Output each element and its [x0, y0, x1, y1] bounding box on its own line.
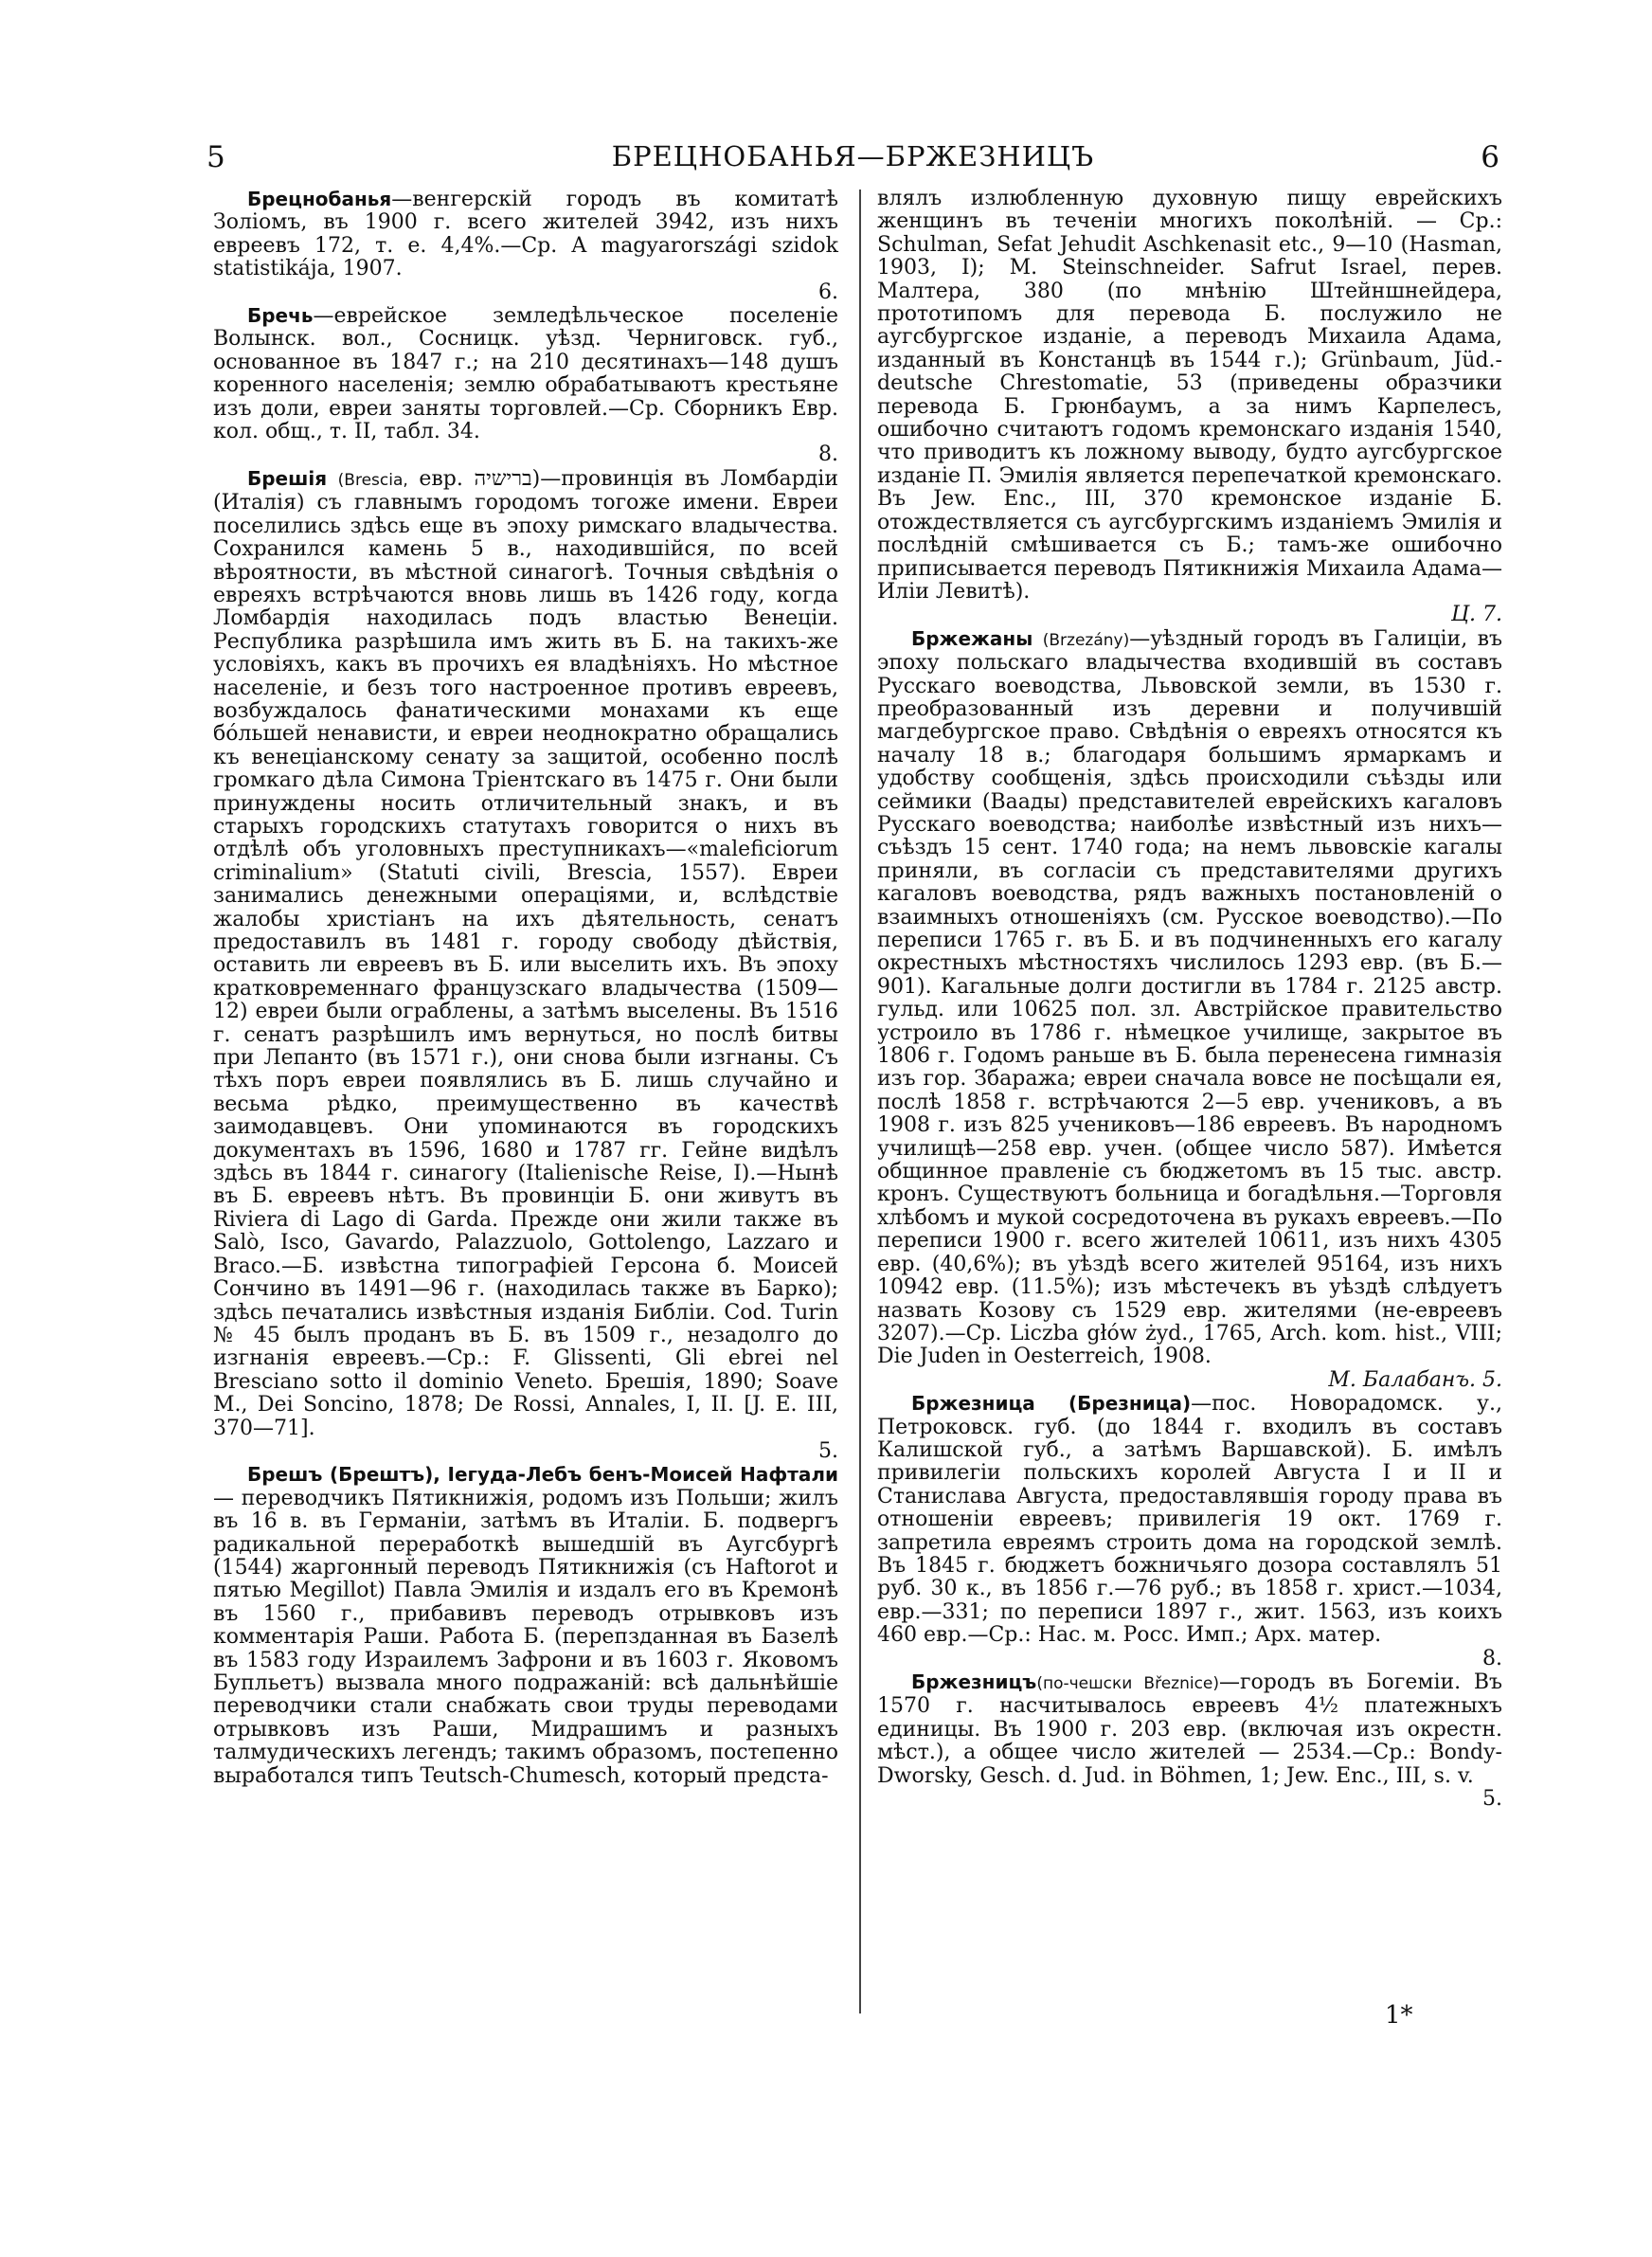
- entry-body: —уѣздный городъ въ Галиціи, въ эпоху польскаго владычества входившій въ составъ Русскаго воеводства, Львовской земли, въ 1530 г. преобразованный изъ деревни и получившій магдебургское право. Свѣдѣнія о евреяхъ относятся къ началу 18 в.; благодаря большимъ ярмаркамъ и удобству сообщенія, здѣсь происходили съѣзды или сеймики (Ваады) представителей еврейскихъ кагаловъ Русскаго воеводства; наиболѣе извѣстный изъ нихъ—съѣздъ 15 сент. 1740 года; на немъ львовскіе кагалы приняли, въ согласіи съ представителями другихъ кагаловъ воеводства, рядъ важныхъ постановленій о взаимныхъ отношеніяхъ (см. Русское воеводство).—По переписи 1765 г. въ Б. и въ подчиненныхъ его кагалу окрестныхъ мѣстностяхъ числилось 1293 евр. (въ Б.—901). Кагальные долги достигли въ 1784 г. 2125 австр. гульд. или 10625 пол. зл. Австрійское правительство устроило въ 1786 г. нѣмецкое училище, закрытое въ 1806 г. Годомъ раньше въ Б. была перенесена гимназія изъ гор. Збаража; евреи сначала вовсе не посѣщали ея, послѣ 1858 г. встрѣчаются 2—5 евр. учениковъ, а въ 1908 г. изъ 825 учениковъ—186 евреевъ. Въ народномъ училищѣ—258 евр. учен. (общее число 587). Имѣется общинное правленіе съ бюджетомъ въ 15 тыс. австр. кронъ. Существуютъ больница и богадѣльня.—Торговля хлѣбомъ и мукой сосредоточена въ рукахъ евреевъ.—По переписи 1900 г. всего жителей 10611, изъ нихъ 4305 евр. (40,6%); въ уѣздѣ всего жителей 95164, изъ нихъ 10942 евр. (11.5%); изъ мѣстечекъ въ уѣздѣ слѣдуетъ назвать Козову съ 1529 евр. жителями (не-евреевъ 3207).—Ср. Liczba głów żyd., 1765, Arch. kom. hist., VIII; Die Juden in Oesterreich, 1908.: [877, 626, 1502, 1369]
- right-page-number: 6: [1481, 140, 1499, 174]
- entry-signature: М. Балабанъ. 5.: [1328, 1367, 1502, 1392]
- entry-gloss: (Brzezány): [1042, 630, 1130, 650]
- entry-body: влялъ излюбленную духовную пищу еврейскихъ женщинъ въ теченіи многихъ поколѣній. — Ср.: Schulman, Sefat Jehudit Aschkenasit etc., 9—10 (Hasman, 1903, I); M. Steinschneider. Safrut Israel, перев. Малтера, 380 (по мнѣнію Штейншнейдера, прототипомъ для перевода Б. послужило не аугсбургское изданіе, а переводъ Михаила Адама, изданный въ Констанцѣ въ 1544 г.); Grünbaum, Jüd.-deutsche Chrestomatie, 53 (приведены образчики перевода Б. Грюнбаумъ, а за нимъ Карпелесъ, ошибочно считаютъ годомъ кремонскаго изданія 1540, что приводитъ къ ложному выводу, будто аугсбургское изданіе П. Эмилія является перепечаткой кремонскаго. Въ Jew. Enc., III, 370 кремонское изданіе Б. отождествляется съ аугсбургскимъ изданіемъ Эмилія и послѣдній смѣшивается съ Б.; тамъ-же ошибочно приписывается переводъ Пятикнижія Михаила Адама—Иліи Левитѣ).: [877, 187, 1502, 604]
- entry-signature: 8.: [818, 442, 838, 467]
- left-page-number: 5: [206, 140, 225, 174]
- entry-body: —еврейское земледѣльческое поселеніе Волынск. вол., Сосницк. уѣзд. Черниговск. губ., основанное въ 1847 г.; на 210 десятинахъ—148 душъ коренного населенія; землю обрабатываютъ крестьяне изъ доли, евреи заняты торговлей.—Ср. Сборникъ Евр. кол. общ., т. II, табл. 34.: [213, 304, 838, 444]
- entry-headword: Бржежаны: [911, 626, 1033, 650]
- entry-signature: Ц. 7.: [1450, 603, 1502, 627]
- signature-mark: 1*: [1385, 2001, 1413, 2030]
- entry-gloss: (Brescia,: [337, 470, 408, 490]
- entry-breznobanya: [213, 188, 838, 281]
- entry-body: —городъ въ Богеміи. Въ 1570 г. насчитывалось евреевъ 4½ платежныхъ единицы. Въ 1900 г. 203 евр. (включая изъ окрестн. мѣст.), а общее число жителей — 2534.—Ср.: Bondy-Dworsky, Gesch. d. Jud. in Böhmen, 1; Jew. Enc., III, s. v.: [877, 1670, 1502, 1788]
- entry-signature: 6.: [818, 280, 838, 304]
- entry-signature: 5.: [1482, 1787, 1502, 1812]
- left-column: [213, 188, 838, 1788]
- page-header: [206, 133, 1499, 190]
- entry-headword: Бржезницъ: [911, 1670, 1037, 1693]
- entry-body: —пос. Новорадомск. у., Петроковск. губ. (до 1844 г. входилъ въ составъ Калишской губ., а затѣмъ Варшавской). Б. имѣлъ привилегіи польскихъ королей Августа I и II и Станислава Августа, предоставлявшія городу права въ отношеніи евреевъ; привилегія 19 окт. 1769 г. запретила евреямъ строить дома на городской землѣ. Въ 1845 г. бюджетъ божничьяго дозора составлялъ 51 руб. 30 к., въ 1856 г.—76 руб.; въ 1858 г. христ.—1034, евр.—331; по переписи 1897 г., жит. 1563, изъ коихъ 460 евр.—Ср.: Нас. м. Росс. Имп.; Арх. матер.: [877, 1392, 1502, 1648]
- entry-brzeznica: [877, 1392, 1502, 1647]
- entry-body: евр. ברישיה)—провинція въ Ломбардіи (Италія) съ главнымъ городомъ тогоже имени. Евреи поселились здѣсь еще въ эпоху римскаго владычества. Сохранился камень 5 в., находившійся, по всей вѣроятности, въ мѣстной синагогѣ. Точныя свѣдѣнія о евреяхъ встрѣчаются вновь лишь въ 1426 году, когда Ломбардія находилась подъ властью Венеціи. Республика разрѣшила имъ жить въ Б. на такихъ-же условіяхъ, какъ въ прочихъ ея владѣніяхъ. Но мѣстное населеніе, и безъ того настроенное противъ евреевъ, возбуждалось фанатическими монахами къ еще бóльшей ненависти, и евреи неоднократно обращались къ венеціанскому сенату за защитой, особенно послѣ громкаго дѣла Симона Тріентскаго въ 1475 г. Они были принуждены носить отличительный знакъ, и въ старыхъ городскихъ статутахъ говорится о нихъ въ отдѣлѣ объ уголовныхъ преступникахъ—«maleficiorum criminalium» (Statuti civili, Brescia, 1557). Евреи занимались денежными операціями, и, вслѣдствіе жалобы христіанъ на ихъ дѣятельность, сенатъ предоставилъ въ 1481 г. городу свободу дѣйствія, оставить ли евреевъ въ Б. или выселить ихъ. Въ эпоху кратковременнаго французскаго владычества (1509—12) евреи были ограблены, а затѣмъ выселены. Въ 1516 г. сенатъ разрѣшилъ имъ вернуться, но послѣ битвы при Лепанто (въ 1571 г.), они снова были изгнаны. Съ тѣхъ поръ евреи появлялись въ Б. лишь случайно и весьма рѣдко, преимущественно въ качествѣ заимодавцевъ. Они упоминаются въ городскихъ документахъ въ 1596, 1680 и 1787 гг. Гейне видѣлъ здѣсь въ 1844 г. синагогу (Italienische Reise, I).—Нынѣ въ Б. евреевъ нѣтъ. Въ провинціи Б. они живутъ въ Riviera di Lago di Garda. Прежде они жили также въ Salò, Isco, Gavardo, Palazzuolo, Gottolengo, Lazzaro и Braco.—Б. извѣстна типографіей Герсона б. Моисей Сончино въ 1491—96 г. (находилась также въ Барко); здѣсь печатались извѣстныя изданія Библіи. Cod. Turin № 45 былъ проданъ въ Б. въ 1509 г., незадолго до изгнанія евреевъ.—Ср.: F. Glissenti, Gli ebrei nel Bresciano sotto il dominio Veneto. Брешія, 1890; Soave M., Dei Soncino, 1878; De Rossi, Annales, I, II. [J. E. III, 370—71].: [213, 466, 839, 1440]
- entry-continuation: [877, 188, 1502, 604]
- entry-brzeznits: [877, 1670, 1502, 1788]
- entry-brech: [213, 304, 838, 443]
- entry-headword: Брешія: [247, 466, 328, 490]
- entry-brescia: [213, 467, 838, 1440]
- running-title: БРЕЦНОБАНЬЯ—БРЖЕЗНИЦЪ: [611, 140, 1095, 172]
- entry-bresh: [213, 1463, 838, 1788]
- entry-body: —венгерскій городъ въ комитатѣ Золіомъ, въ 1900 г. всего жителей 3942, изъ нихъ евреевъ 172, т. е. 4,4%.—Ср. A magyarországi szidok statistikája, 1907.: [213, 188, 838, 281]
- entry-gloss: (по-чешски Březnice): [1036, 1674, 1220, 1693]
- entry-body: — переводчикъ Пятикнижія, родомъ изъ Польши; жилъ въ 16 в. въ Германіи, затѣмъ въ Италіи. Б. подвергъ радикальной переработкѣ вышедшій въ Аугсбургѣ (1544) жаргонный переводъ Пятикнижія (съ Haftorot и пятью Megillot) Павла Эмилія и издалъ его въ Кремонѣ въ 1560 г., прибавивъ переводъ отрывковъ изъ комментарія Раши. Работа Б. (перепзданная въ Базелѣ въ 1583 году Израилемъ Зафрони и въ 1603 г. Яковомъ Бупльетъ) вызвала много подражаній: всѣ дальнѣйшіе переводчики стали снабжать свои труды переводами отрывковъ изъ Раши, Мидрашимъ и разныхъ талмудическихъ легендъ; такимъ образомъ, постепенно выработался типъ Teutsch-Chumesch, который предста-: [213, 1486, 838, 1788]
- entry-signature: 8.: [1482, 1646, 1502, 1670]
- entry-headword: Бржезница (Брезница): [911, 1392, 1192, 1416]
- entry-brzezany: [877, 627, 1502, 1369]
- entry-headword: Брецнобанья: [247, 188, 392, 210]
- right-column: [877, 188, 1502, 1811]
- entry-headword: Брешъ (Брештъ), Іегуда-Лебъ бенъ-Моисей Нафтали: [247, 1463, 838, 1487]
- column-divider: [859, 190, 861, 2013]
- entry-signature: 5.: [818, 1438, 838, 1463]
- entry-headword: Бречь: [247, 304, 314, 328]
